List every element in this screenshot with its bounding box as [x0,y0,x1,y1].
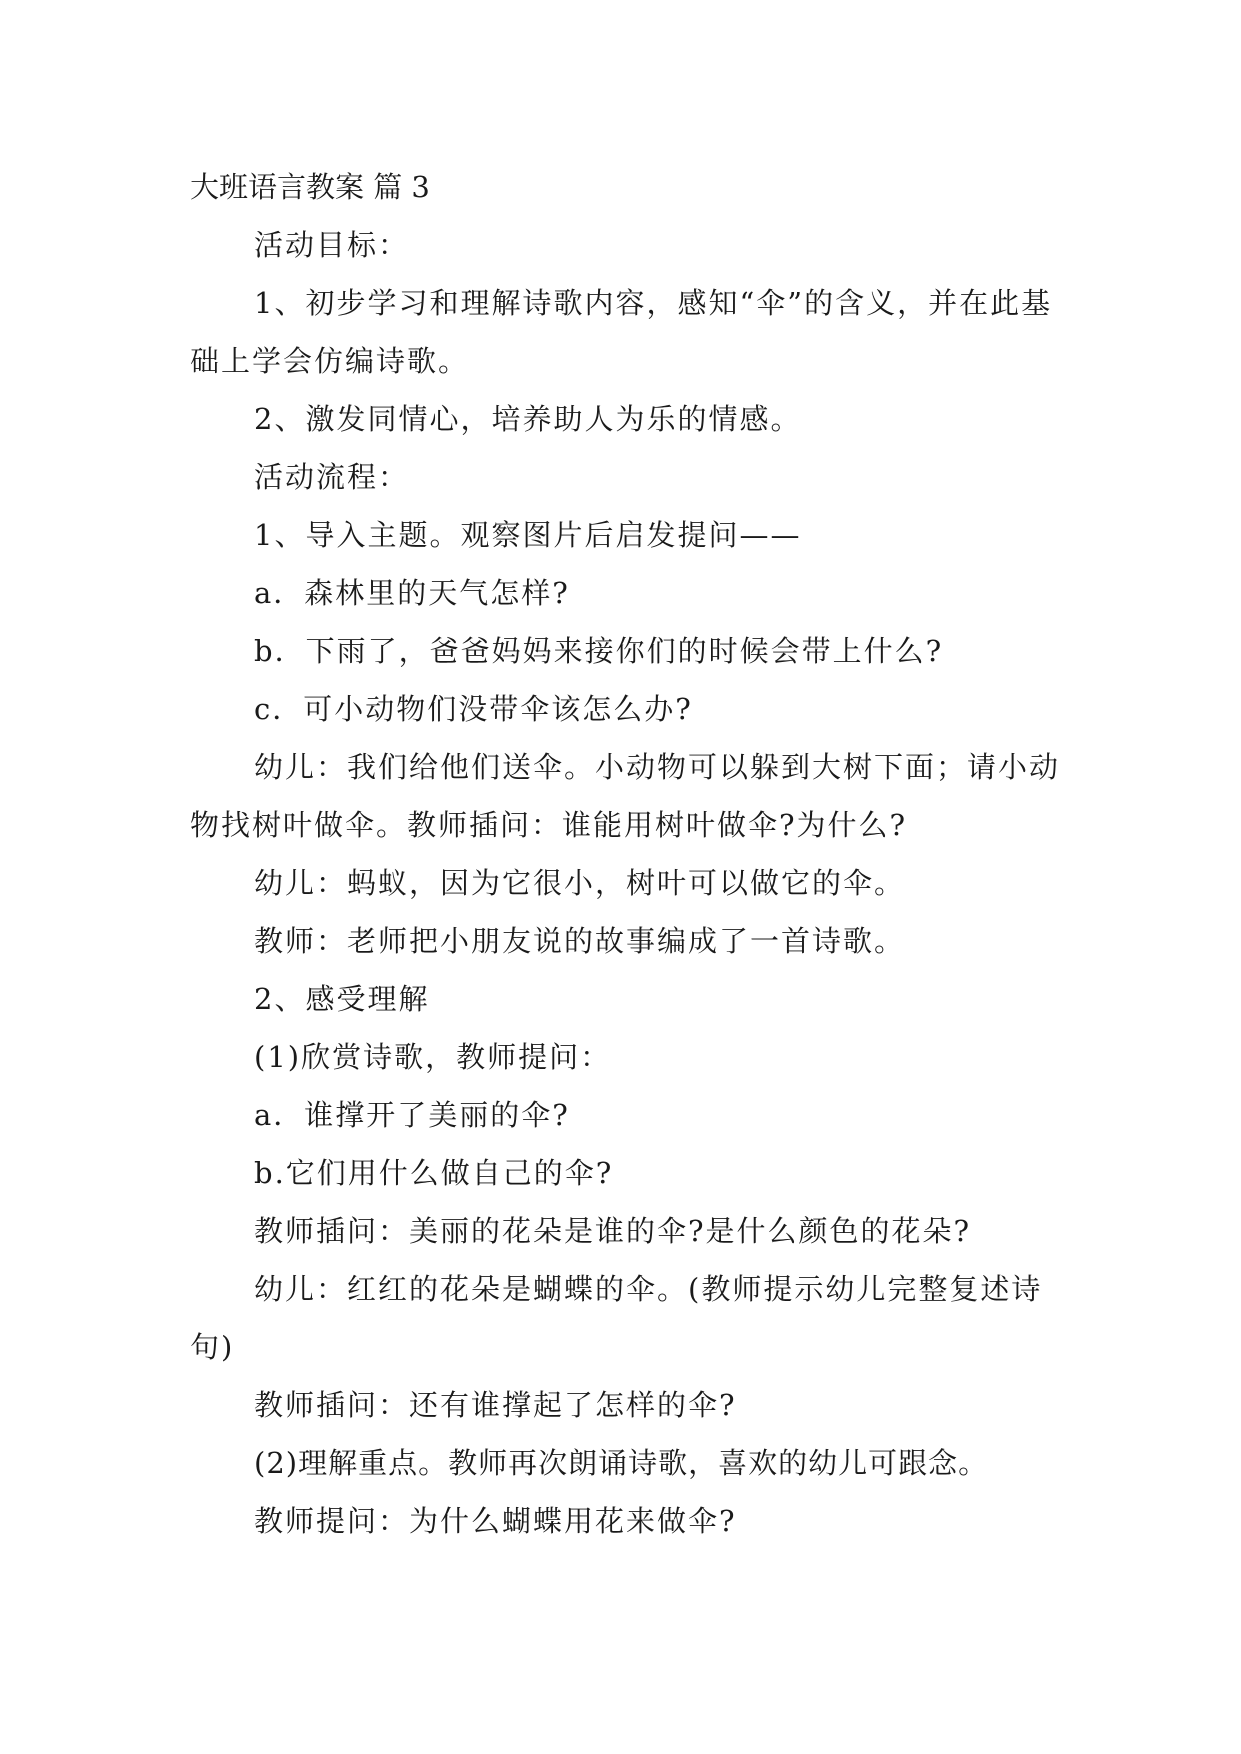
paragraph-child-answer-2: 幼儿：蚂蚁，因为它很小，树叶可以做它的伞。 [254,866,906,900]
paragraph-step-2: 2、感受理解 [254,982,430,1016]
paragraph-question-c: c．可小动物们没带伞该怎么办? [254,692,693,726]
paragraph-activity-goals-heading: 活动目标： [254,228,410,262]
paragraph-understand-key-points: (2)理解重点。教师再次朗诵诗歌，喜欢的幼儿可跟念。 [254,1446,989,1480]
paragraph-appreciate-poem: (1)欣赏诗歌，教师提问： [254,1040,612,1074]
paragraph-teacher-statement: 教师：老师把小朋友说的故事编成了一首诗歌。 [254,924,906,958]
paragraph-teacher-interjection-2: 教师插问：还有谁撑起了怎样的伞? [254,1388,737,1422]
document-title: 大班语言教案 篇 3 [190,170,430,204]
paragraph-goal-1: 1、初步学习和理解诗歌内容，感知“伞”的含义，并在此基础上学会仿编诗歌。 [190,286,1053,378]
paragraph-teacher-interjection-1: 教师插问：美丽的花朵是谁的伞?是什么颜色的花朵? [254,1214,972,1248]
document-body [190,158,1070,1550]
paragraph-question-b: b．下雨了，爸爸妈妈来接你们的时候会带上什么? [254,634,944,668]
paragraph-activity-flow-heading: 活动流程： [254,460,410,494]
paragraph-question-a: a．森林里的天气怎样? [254,576,570,610]
paragraph-question-b-2: b.它们用什么做自己的伞? [254,1156,614,1190]
paragraph-child-answer-3: 幼儿：红红的花朵是蝴蝶的伞。(教师提示幼儿完整复述诗句) [190,1272,1043,1364]
paragraph-goal-2: 2、激发同情心，培养助人为乐的情感。 [254,402,802,436]
paragraph-question-a-2: a．谁撑开了美丽的伞? [254,1098,570,1132]
paragraph-child-answer-1: 幼儿：我们给他们送伞。小动物可以躲到大树下面；请小动物找树叶做伞。教师插问：谁能用树叶做伞?为什么? [190,750,1061,842]
paragraph-teacher-question: 教师提问：为什么蝴蝶用花来做伞? [254,1504,737,1538]
paragraph-step-1: 1、导入主题。观察图片后启发提问—— [254,518,802,552]
